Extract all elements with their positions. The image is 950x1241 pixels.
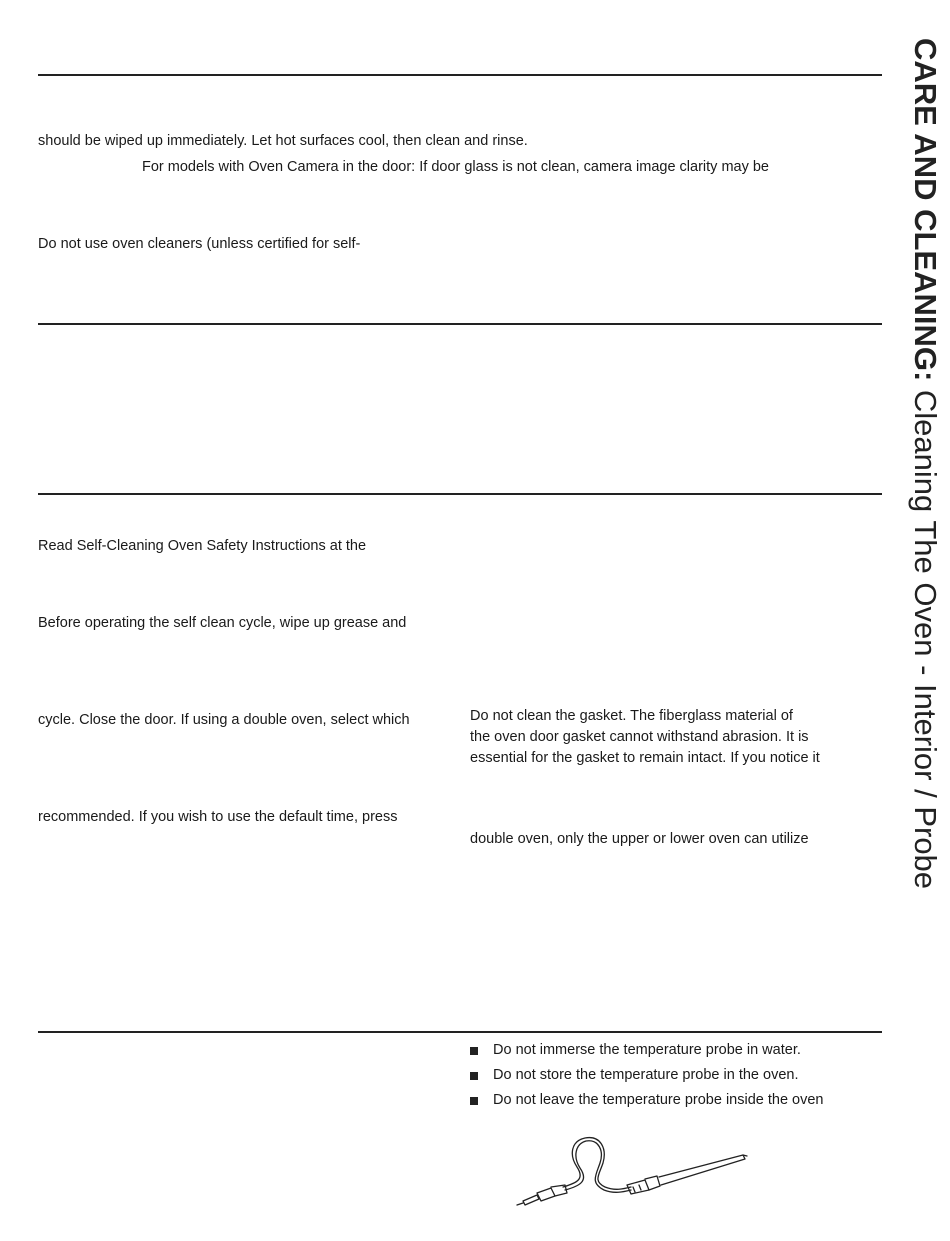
- list-item: Do not leave the temperature probe inside the oven: [470, 1090, 890, 1115]
- probe-bullet-list: [470, 1040, 890, 1115]
- section-rule-interior: [38, 74, 882, 76]
- interior-camera-note: For models with Oven Camera in the door: If door glass is not clean, camera image clarity may be: [142, 159, 769, 175]
- side-title-rest: Cleaning The Oven - Interior / Probe: [908, 381, 943, 890]
- gasket-line: essential for the gasket to remain intact. If you notice it: [470, 750, 820, 766]
- self-clean-close-door-line: cycle. Close the door. If using a double oven, select which: [38, 712, 410, 728]
- gasket-warning-paragraph: [470, 706, 820, 769]
- section-rule-probe: [38, 1031, 882, 1033]
- self-clean-default-time-line: recommended. If you wish to use the default time, press: [38, 809, 398, 825]
- bullet-square-icon: [470, 1072, 478, 1080]
- gasket-line: Do not clean the gasket. The fiberglass material of: [470, 708, 793, 724]
- gasket-line: the oven door gasket cannot withstand abrasion. It is: [470, 729, 809, 745]
- double-oven-note: double oven, only the upper or lower oven can utilize: [470, 831, 809, 847]
- self-clean-safety-line: Read Self-Cleaning Oven Safety Instructions at the: [38, 538, 367, 554]
- bullet-square-icon: [470, 1097, 478, 1105]
- interior-text-line1: should be wiped up immediately. Let hot surfaces cool, then clean and rinse.: [38, 133, 528, 149]
- list-item: Do not store the temperature probe in the oven.: [470, 1065, 890, 1090]
- interior-oven-cleaner-note: Do not use oven cleaners (unless certified for self-: [38, 236, 361, 252]
- bullet-square-icon: [470, 1047, 478, 1055]
- section-rule-self-clean: [38, 493, 882, 495]
- section-rule-steam-clean: [38, 323, 882, 325]
- side-section-title: [907, 38, 943, 889]
- list-item: Do not immerse the temperature probe in water.: [470, 1040, 890, 1065]
- side-title-bold: CARE AND CLEANING:: [908, 38, 943, 382]
- temperature-probe-illustration: [515, 1135, 755, 1215]
- self-clean-wipe-line: Before operating the self clean cycle, wipe up grease and: [38, 615, 407, 631]
